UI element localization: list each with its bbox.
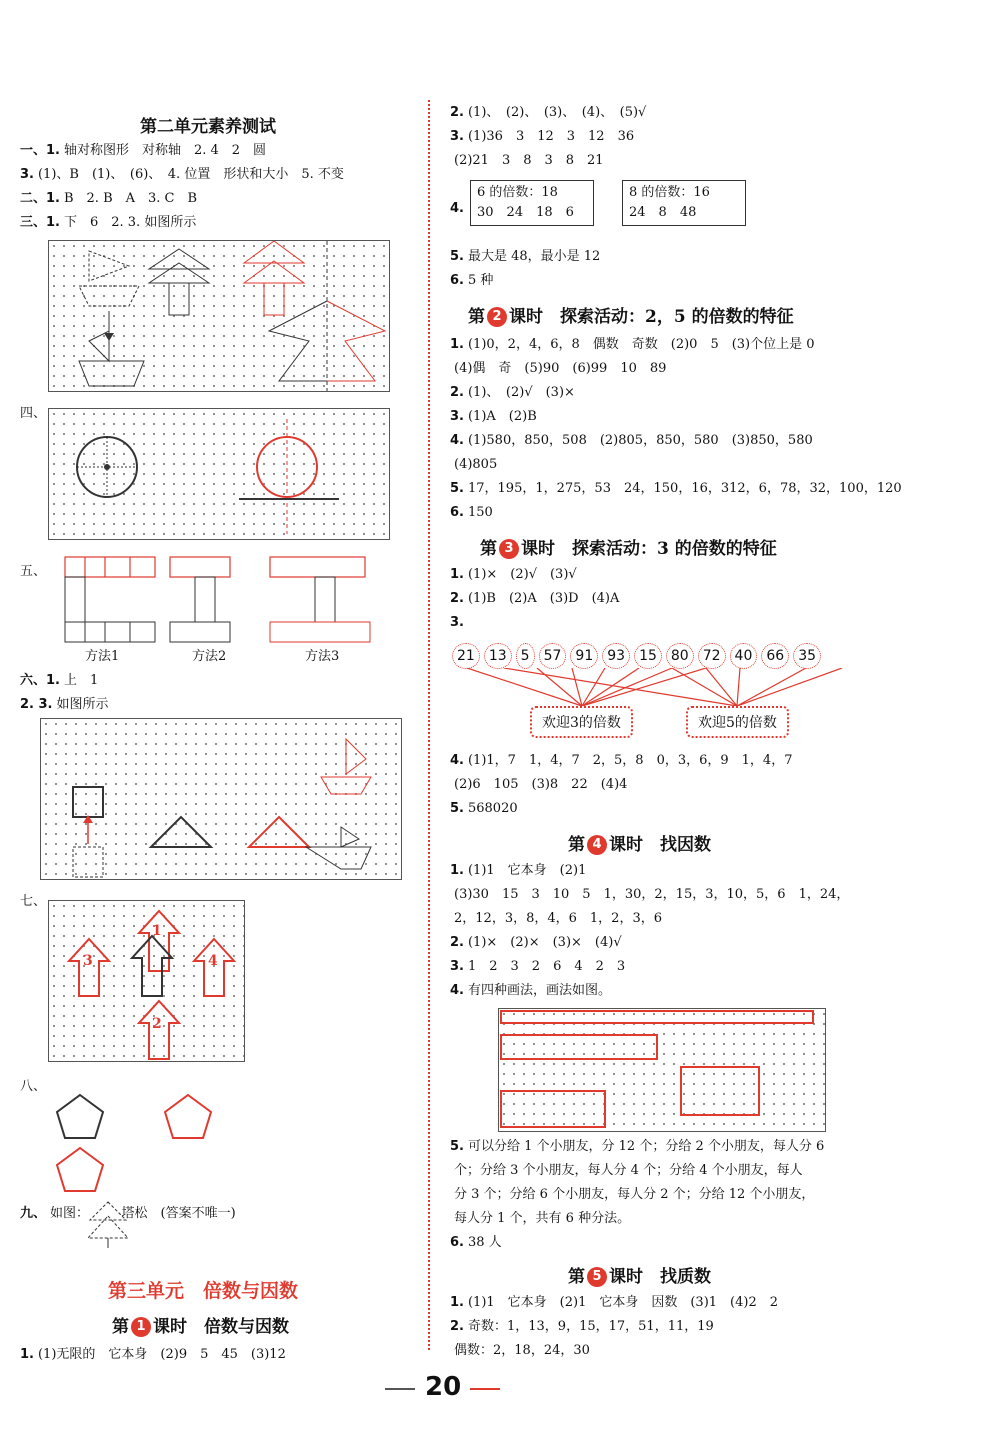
number-item: 5	[516, 643, 535, 669]
boat-hull	[79, 361, 144, 386]
tree-top	[149, 249, 209, 269]
answer-line: 2，12，3，8，4，6 1，2，3，6	[454, 911, 662, 926]
black-triangle	[151, 817, 211, 847]
arrow-rotation-grid	[48, 900, 245, 1062]
red-triangle	[249, 817, 309, 847]
answer-line: (2)6 105 (3)8 22 (4)4	[454, 777, 628, 792]
answer-line: (4)偶 奇 (5)90 (6)99 10 89	[454, 361, 667, 376]
answer-line: 1. (1)1 它本身 (2)1	[450, 863, 587, 878]
answer-line: 分 3 个；分给 6 个小朋友，每人分 2 个；分给 12 个小朋友，	[454, 1187, 815, 1202]
dashed-boat	[79, 286, 139, 306]
translation-grid-figure	[40, 718, 402, 880]
answer-line: 1. (1)无限的 它本身 (2)9 5 45 (3)12	[20, 1347, 286, 1362]
circle-drawings	[49, 409, 389, 539]
answer-line: 3. (1)A (2)B	[450, 409, 537, 424]
answer-line: 2. (1)× (2)× (3)× (4)√	[450, 935, 622, 950]
rotation-drawings	[49, 901, 244, 1061]
answer-line: 5. 568020	[450, 801, 518, 816]
lesson-5-title: 第 5 课时 找质数	[568, 1267, 711, 1287]
answer-line: 5. 可以分给 1 个小朋友，分 12 个；分给 2 个小朋友，每人分 6	[450, 1139, 825, 1154]
black-pentagon	[57, 1095, 103, 1138]
answer-line: 6. 5 种	[450, 273, 494, 288]
welcome-multiples-of-5: 欢迎5的倍数	[686, 706, 789, 738]
tree-trunk	[169, 283, 189, 315]
circle-grid-figure	[48, 408, 390, 540]
dashed-flag	[89, 251, 129, 281]
number-item: 40	[730, 643, 758, 669]
red-tree-mid	[244, 261, 304, 283]
lesson-2-title: 第 2 课时 探索活动：2，5 的倍数的特征	[468, 307, 794, 327]
multiples-of-6-box: 6 的倍数：18 30 24 18 6	[470, 180, 594, 226]
tree-mid	[149, 263, 209, 283]
net-figures	[60, 555, 390, 645]
answer-line: 5. 最大是 48，最小是 12	[450, 249, 601, 264]
section-5-label: 五、	[20, 564, 47, 579]
number-item: 80	[666, 643, 694, 669]
answer-line: 1. (1)× (2)√ (3)√	[450, 567, 577, 582]
column-divider	[428, 100, 430, 1350]
answer-line: 六、1. 上 1	[20, 673, 99, 688]
pentagon-figures	[50, 1090, 270, 1200]
answer-line: 4. (1)1，7 1，4，7 2，5，8 0，3，6，9 1，4，7	[450, 753, 793, 768]
shape-right-red	[327, 301, 385, 381]
red-boat-flag	[346, 739, 366, 774]
answer-line: 4. (1)580，850，508 (2)805，850，580 (3)850，580	[450, 433, 813, 448]
number-item: 91	[570, 643, 598, 669]
welcome-multiples-of-3: 欢迎3的倍数	[530, 706, 633, 738]
red-arrow-up	[139, 911, 179, 971]
arrow-label-3: 3	[83, 953, 93, 969]
rect-3x8	[501, 1091, 605, 1127]
section-4-label: 四、	[20, 406, 47, 421]
answer-line: 2. (1)、 (2)、 (3)、 (4)、 (5)√	[450, 105, 647, 120]
answer-line: 3. (1)36 3 12 3 12 36	[450, 129, 635, 144]
answer-line: 6. 150	[450, 505, 493, 520]
answer-line: (4)805	[454, 457, 498, 472]
answer-line: (3)30 15 3 10 5 1，30，2，15，3，10，5，6 1，24，	[454, 887, 850, 902]
question-4-num: 4.	[450, 201, 464, 216]
method-1-label: 方法1	[85, 649, 120, 664]
red-tree-trunk	[264, 283, 284, 315]
square-original	[73, 847, 103, 877]
square-moved	[73, 787, 103, 817]
number-item: 57	[539, 643, 567, 669]
footer-rule-right	[470, 1388, 500, 1390]
red-boat-hull	[321, 777, 371, 794]
answer-line: 3. 1 2 3 2 6 4 2 3	[450, 959, 626, 974]
method-2-label: 方法2	[192, 649, 227, 664]
rect-1x24	[501, 1011, 813, 1023]
answer-line: 2. 3. 如图所示	[20, 697, 109, 712]
answer-line: 1. (1)1 它本身 (2)1 它本身 因数 (3)1 (4)2 2	[450, 1295, 778, 1310]
answer-line: 3. (1)、B (1)、 (6)、 4. 位置 形状和大小 5. 不变	[20, 167, 344, 182]
matching-lines	[452, 668, 872, 710]
number-item: 13	[484, 643, 512, 669]
answer-line: 4. 有四种画法，画法如图。	[450, 983, 611, 998]
section-7-label: 七、	[20, 894, 47, 909]
answer-line: 6. 38 人	[450, 1235, 502, 1250]
answer-line: 九、 如图： 塔松 (答案不唯一)	[20, 1206, 236, 1221]
arrow-label-2: 2	[152, 1016, 162, 1032]
lesson-4-title: 第 4 课时 找因数	[568, 835, 711, 855]
page-number: 20	[425, 1372, 462, 1402]
section-8-label: 八、	[20, 1079, 47, 1094]
unit3-title: 第三单元 倍数与因数	[108, 1280, 299, 1302]
number-item: 21	[452, 643, 480, 669]
answer-line: 2. 奇数：1，13，9，15，17，51，11，19	[450, 1319, 714, 1334]
lesson-1-title: 第 1 课时 倍数与因数	[112, 1317, 289, 1337]
answer-line: 每人分 1 个，共有 6 种分法。	[454, 1211, 631, 1226]
answer-line: 2. (1)、 (2)√ (3)×	[450, 385, 575, 400]
answer-line: 2. (1)B (2)A (3)D (4)A	[450, 591, 620, 606]
number-item: 72	[698, 643, 726, 669]
answer-line: (2)21 3 8 3 8 21	[454, 153, 604, 168]
unit2-test-title: 第二单元素养测试	[140, 117, 276, 137]
answer-line: 偶数：2，18，24，30	[454, 1343, 590, 1358]
red-pentagon-right	[165, 1095, 211, 1138]
number-item: 93	[602, 643, 630, 669]
rectangle-drawing-grid	[498, 1008, 826, 1132]
answer-line: 二、1. B 2. B A 3. C B	[20, 191, 198, 206]
answer-line: 3.	[450, 615, 464, 630]
red-tree-top	[244, 241, 304, 263]
rect-4x6	[681, 1067, 759, 1115]
footer-rule-left	[385, 1388, 415, 1390]
pine-tree-drawing	[86, 1200, 131, 1250]
rectangle-drawings	[499, 1009, 825, 1131]
number-item: 66	[761, 643, 789, 669]
multiples-of-8-box: 8 的倍数：16 24 8 48	[622, 180, 746, 226]
red-circle	[257, 437, 317, 497]
answer-line: 一、1. 轴对称图形 对称轴 2. 4 2 圆	[20, 143, 267, 158]
arrow-label-4: 4	[208, 953, 218, 969]
answer-line: 5. 17，195，1，275，53 24，150，16，312，6，78，32，100，120	[450, 481, 902, 496]
symmetry-drawings	[49, 241, 389, 391]
arrow-label-1: 1	[152, 923, 162, 939]
number-item: 35	[793, 643, 821, 669]
method-3-label: 方法3	[305, 649, 340, 664]
lesson-3-title: 第 3 课时 探索活动：3 的倍数的特征	[480, 539, 777, 559]
number-item: 15	[634, 643, 662, 669]
symmetry-grid-figure	[48, 240, 390, 392]
answer-line: 个；分给 3 个小朋友，每人分 4 个；分给 4 个小朋友，每人	[454, 1163, 803, 1178]
answer-line: 1. (1)0，2，4，6，8 偶数 奇数 (2)0 5 (3)个位上是 0	[450, 337, 815, 352]
translation-drawings	[41, 719, 401, 879]
black-arrow	[132, 936, 172, 996]
red-pentagon-below	[57, 1148, 103, 1191]
small-boat-hull	[306, 847, 371, 869]
rect-2x12	[501, 1035, 657, 1059]
shape-left	[269, 301, 327, 381]
answer-line: 三、1. 下 6 2. 3. 如图所示	[20, 215, 197, 230]
number-row	[452, 643, 825, 669]
